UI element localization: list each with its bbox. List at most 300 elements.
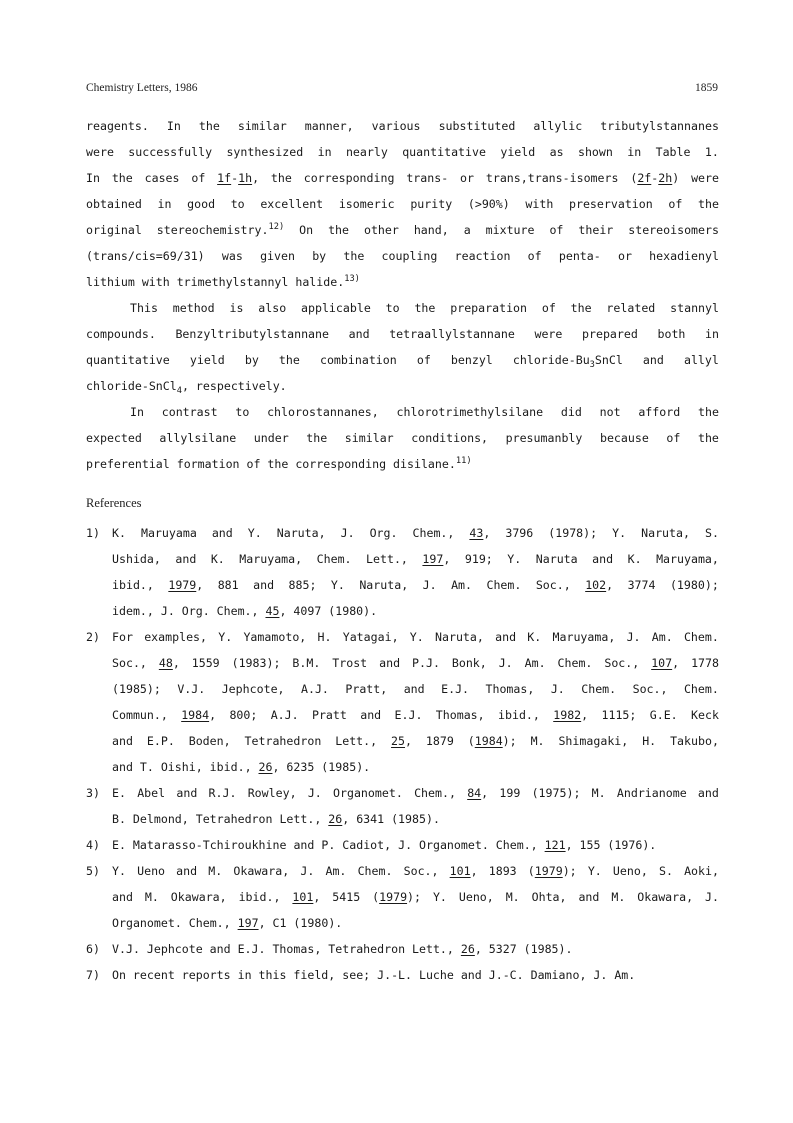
reference-item xyxy=(86,936,719,962)
word: M. xyxy=(144,890,159,904)
word: (1984); xyxy=(467,734,517,748)
word: Damiano, xyxy=(530,968,587,982)
word: P.J. xyxy=(412,656,440,670)
word: trimethylstannyl xyxy=(176,275,289,289)
word: Shimagaki, xyxy=(558,734,629,748)
word: Soc., xyxy=(604,656,640,670)
word: K. xyxy=(627,552,642,566)
word: under xyxy=(253,431,289,445)
word: yield xyxy=(189,353,225,367)
word: Okawara, xyxy=(233,864,290,878)
reference-item xyxy=(86,520,719,624)
word: prepared xyxy=(582,327,638,341)
word: (1978); xyxy=(548,526,598,540)
word: Cadiot, xyxy=(342,838,392,852)
journal-name: Chemistry Letters, 1986 xyxy=(86,82,198,94)
word: S. xyxy=(658,864,673,878)
word: synthesized xyxy=(226,145,304,159)
word: and xyxy=(360,708,382,722)
word: related xyxy=(606,301,656,315)
word: lithium xyxy=(86,275,135,289)
word: method xyxy=(172,301,215,315)
word: and xyxy=(293,838,315,852)
word: J. xyxy=(498,656,513,670)
word: benzyl xyxy=(450,353,493,367)
word: Luche xyxy=(418,968,454,982)
word: preferential xyxy=(86,457,170,471)
word: Maruyama, xyxy=(656,552,719,566)
word: Y. xyxy=(409,630,424,644)
word: Organomet. xyxy=(419,838,489,852)
word: Chem., xyxy=(495,838,538,852)
word: B. xyxy=(112,812,126,826)
word: J. xyxy=(307,786,322,800)
word: combination xyxy=(319,353,397,367)
word: Y. xyxy=(330,578,345,592)
word: because xyxy=(599,431,649,445)
word: Thomas, xyxy=(485,682,535,696)
word: Chem., xyxy=(414,786,456,800)
word: ibid., xyxy=(498,708,540,722)
word: Matarasso-Tchiroukhine xyxy=(132,838,287,852)
word: Benzyltributylstannane xyxy=(175,327,329,341)
reference-line xyxy=(86,832,719,858)
word: and xyxy=(176,786,198,800)
page-number: 1859 xyxy=(695,82,718,94)
word: 199 xyxy=(499,786,521,800)
word: Maruyama xyxy=(140,526,197,540)
word: the xyxy=(570,301,592,315)
word: the xyxy=(111,171,133,185)
word: Lett., xyxy=(366,552,408,566)
word: their xyxy=(578,223,614,237)
word: applicable xyxy=(301,301,371,315)
word: were xyxy=(691,171,719,185)
word: Ohta, xyxy=(531,890,567,904)
word: J. xyxy=(398,838,413,852)
word: and xyxy=(211,526,233,540)
references-heading: References xyxy=(86,496,142,510)
word: various xyxy=(371,119,421,133)
word: 5327 xyxy=(488,942,517,956)
word: in xyxy=(317,145,332,159)
word: in xyxy=(237,968,252,982)
word: Chem. xyxy=(486,578,522,592)
word: preparation xyxy=(450,301,528,315)
word: Pratt xyxy=(311,708,347,722)
reference-item xyxy=(86,832,719,858)
word: S. xyxy=(704,526,719,540)
word: the xyxy=(697,431,719,445)
word: Yamamoto, xyxy=(243,630,307,644)
word: 26, xyxy=(460,942,482,956)
word: 197, xyxy=(422,552,451,566)
reference-item xyxy=(86,780,719,832)
word: Org. xyxy=(181,604,210,618)
text-line xyxy=(86,139,719,165)
word: Trost xyxy=(332,656,368,670)
word: 885; xyxy=(288,578,317,592)
word: 1. xyxy=(704,145,719,159)
word: were xyxy=(86,145,114,159)
word: (1980). xyxy=(293,916,343,930)
word: (2f-2h) xyxy=(630,171,680,185)
word: 48, xyxy=(158,656,180,670)
word: expected xyxy=(86,431,142,445)
word: stereoisomers xyxy=(628,223,719,237)
word: E. xyxy=(112,786,126,800)
word: to xyxy=(235,405,250,419)
word: obtained xyxy=(86,197,142,211)
word: G.E. xyxy=(649,708,678,722)
word: Org. xyxy=(369,526,398,540)
word: M. xyxy=(530,734,545,748)
word: stannyl xyxy=(670,301,719,315)
word: halide.$^{13)}$ xyxy=(295,274,360,289)
word: Ueno, xyxy=(612,864,648,878)
word: chloride-$Bu_3SnCl$ xyxy=(512,353,623,371)
text-line xyxy=(86,191,719,217)
word: Oishi, xyxy=(160,760,203,774)
word: 43, xyxy=(469,526,491,540)
text-line xyxy=(86,295,719,321)
word: was xyxy=(221,249,243,263)
word: see; xyxy=(342,968,371,982)
word: Aoki, xyxy=(684,864,719,878)
word: formation xyxy=(176,457,240,471)
reference-number: 5) xyxy=(86,864,100,878)
word: (1985). xyxy=(523,942,573,956)
word: 881 xyxy=(217,578,239,592)
reference-line xyxy=(86,676,719,702)
word: mixture xyxy=(485,223,535,237)
word: or xyxy=(460,171,475,185)
reference-line xyxy=(86,884,719,910)
word: of xyxy=(416,353,431,367)
word: Y. xyxy=(432,890,447,904)
word: and xyxy=(592,552,614,566)
word: (1975); xyxy=(531,786,581,800)
word: isomeric xyxy=(338,197,395,211)
reference-item xyxy=(86,962,719,988)
word: 6235 xyxy=(286,760,315,774)
word: Chem., xyxy=(412,526,455,540)
word: Naruta, xyxy=(276,526,326,540)
word: yield xyxy=(500,145,536,159)
word: Y. xyxy=(112,864,126,878)
word: 1979, xyxy=(168,578,204,592)
word: in xyxy=(157,197,172,211)
word: Am. xyxy=(651,630,673,644)
word: Lett., xyxy=(335,734,378,748)
word: V.J. xyxy=(112,942,140,956)
reference-line xyxy=(86,728,719,754)
word: manner, xyxy=(304,119,354,133)
word: On xyxy=(112,968,126,982)
word: Chem. xyxy=(683,630,719,644)
word: given xyxy=(260,249,295,263)
word: reaction xyxy=(454,249,511,263)
word: 102, xyxy=(585,578,614,592)
reference-line xyxy=(86,780,719,806)
word: similar xyxy=(344,431,394,445)
word: 1778 xyxy=(691,656,719,670)
word: 26, xyxy=(258,760,280,774)
word: and xyxy=(348,327,370,341)
word: E.P. xyxy=(146,734,175,748)
word: and xyxy=(697,786,719,800)
word: K. xyxy=(527,630,542,644)
word: the xyxy=(306,431,328,445)
reference-line xyxy=(86,910,719,936)
word: Chem. xyxy=(683,682,719,696)
word: quantitative xyxy=(402,145,486,159)
word: Organomet. xyxy=(333,786,403,800)
word: corresponding xyxy=(303,171,395,185)
word: and xyxy=(112,734,133,748)
reference-line xyxy=(86,520,719,546)
word: of xyxy=(527,249,542,263)
word: Takubo, xyxy=(670,734,719,748)
text-line xyxy=(86,269,719,295)
text-line xyxy=(86,425,719,451)
word: Yatagai, xyxy=(342,630,399,644)
word: Rowley, xyxy=(247,786,297,800)
word: chloride-SnCl$_4$, xyxy=(86,379,189,397)
word: Naruta, xyxy=(435,630,484,644)
word: other xyxy=(363,223,399,237)
word: 1893 xyxy=(488,864,517,878)
reference-line xyxy=(86,702,719,728)
word: the xyxy=(198,119,220,133)
word: Ushida, xyxy=(112,552,161,566)
reference-number: 7) xyxy=(86,968,100,982)
word: both xyxy=(657,327,686,341)
word: Chem. xyxy=(557,656,593,670)
word: E.J. xyxy=(237,942,266,956)
reference-line xyxy=(86,962,719,988)
word: Y. xyxy=(507,552,522,566)
word: 3796 xyxy=(505,526,534,540)
reference-number: 2) xyxy=(86,630,100,644)
word: Naruta, xyxy=(359,578,409,592)
reference-line xyxy=(86,572,719,598)
word: M. xyxy=(591,786,606,800)
word: Chem. xyxy=(581,682,617,696)
word: Tetrahedron xyxy=(328,942,406,956)
word: J.-L. xyxy=(377,968,413,982)
word: Chem., xyxy=(188,916,231,930)
word: contrast xyxy=(161,405,218,419)
word: 121, xyxy=(544,838,573,852)
word: the xyxy=(267,457,289,471)
word: Lett., xyxy=(279,812,322,826)
word: and xyxy=(175,552,197,566)
word: and xyxy=(253,578,275,592)
word: in xyxy=(627,145,642,159)
word: field, xyxy=(293,968,336,982)
word: allyl xyxy=(683,353,719,367)
word: Commun., xyxy=(112,708,168,722)
word: Maruyama, xyxy=(552,630,616,644)
word: (1979); xyxy=(372,890,422,904)
word: to xyxy=(230,197,245,211)
word: J. xyxy=(626,630,641,644)
word: J.-C. xyxy=(488,968,524,982)
word: disilane.$^{11)}$ xyxy=(393,456,472,471)
text-line xyxy=(86,165,719,191)
word: and xyxy=(209,942,231,956)
word: Organomet. xyxy=(112,916,182,930)
word: similar xyxy=(237,119,287,133)
word: Ueno xyxy=(137,864,166,878)
word: or xyxy=(617,249,632,263)
word: stereochemistry.$^{12)}$ xyxy=(156,222,285,237)
text-line xyxy=(86,399,719,425)
word: Chem. xyxy=(357,864,393,878)
word: quantitative xyxy=(86,353,170,367)
word: 107, xyxy=(651,656,680,670)
word: as xyxy=(549,145,564,159)
word: allylic xyxy=(533,119,583,133)
word: 6341 xyxy=(356,812,385,826)
word: examples, xyxy=(144,630,208,644)
word: not xyxy=(599,405,621,419)
word: E.J. xyxy=(394,708,423,722)
word: For xyxy=(112,630,133,644)
word: 1f-1h, xyxy=(217,171,260,185)
word: reagents. xyxy=(86,119,149,133)
word: substituted xyxy=(438,119,516,133)
word: and xyxy=(578,890,600,904)
reference-number: 3) xyxy=(86,786,100,800)
word: A.J. xyxy=(300,682,329,696)
word: 1115; xyxy=(601,708,637,722)
word: Soc., xyxy=(535,578,571,592)
word: E.J. xyxy=(441,682,470,696)
word: H. xyxy=(642,734,657,748)
word: of xyxy=(549,223,564,237)
word: M. xyxy=(611,890,626,904)
word: 25, xyxy=(391,734,412,748)
word: 1559 xyxy=(191,656,220,670)
word: Lett., xyxy=(412,942,454,956)
word: conditions, xyxy=(411,431,489,445)
reference-item xyxy=(86,624,719,780)
word: original xyxy=(86,223,142,237)
word: (1985). xyxy=(391,812,440,826)
word: also xyxy=(258,301,287,315)
word: and xyxy=(495,630,517,644)
reference-line xyxy=(86,754,719,780)
word: Delmond, xyxy=(132,812,189,826)
word: Soc., xyxy=(403,864,439,878)
paragraph xyxy=(86,399,719,477)
word: chlorotrimethylsilane xyxy=(396,405,544,419)
word: and xyxy=(460,968,482,982)
word: tributylstannanes xyxy=(600,119,719,133)
paragraph xyxy=(86,113,719,295)
word: tetraallylstannane xyxy=(389,327,515,341)
word: V.J. xyxy=(177,682,206,696)
text-line xyxy=(86,217,719,243)
word: of xyxy=(666,431,681,445)
word: Am. xyxy=(614,968,636,982)
word: Keck xyxy=(691,708,719,722)
word: K. xyxy=(210,552,225,566)
word: M. xyxy=(505,890,520,904)
word: respectively. xyxy=(195,379,287,393)
word: Tetrahedron xyxy=(244,734,322,748)
reference-line xyxy=(86,546,719,572)
word: Am. xyxy=(451,578,473,592)
reference-item xyxy=(86,858,719,936)
word: Y. xyxy=(587,864,602,878)
word: J. xyxy=(422,578,437,592)
word: Am. xyxy=(325,864,347,878)
word: Chem., xyxy=(216,604,259,618)
text-line xyxy=(86,321,719,347)
word: shown xyxy=(577,145,613,159)
word: Boden, xyxy=(188,734,231,748)
word: Chem. xyxy=(316,552,352,566)
word: and xyxy=(379,656,401,670)
reference-line xyxy=(86,858,719,884)
word: trans,trans-isomers xyxy=(485,171,619,185)
reference-number: 1) xyxy=(86,526,100,540)
word: chlorostannanes, xyxy=(267,405,379,419)
word: the xyxy=(278,353,300,367)
word: with xyxy=(525,197,554,211)
word: idem., xyxy=(112,604,154,618)
word: 84, xyxy=(467,786,489,800)
word: J. xyxy=(593,968,608,982)
word: penta- xyxy=(558,249,601,263)
word: 45, xyxy=(265,604,287,618)
reference-line xyxy=(86,624,719,650)
word: B.M. xyxy=(292,656,321,670)
word: Maruyama, xyxy=(239,552,303,566)
word: Okawara, xyxy=(637,890,694,904)
word: ibid., xyxy=(238,890,281,904)
word: (>90%) xyxy=(467,197,510,211)
reference-number: 4) xyxy=(86,838,100,852)
word: by xyxy=(312,249,327,263)
word: Naruta xyxy=(535,552,578,566)
word: On xyxy=(299,223,314,237)
word: In xyxy=(86,171,100,185)
word: hexadienyl xyxy=(649,249,719,263)
running-header xyxy=(86,82,718,98)
word: hand, xyxy=(413,223,449,237)
word: Y. xyxy=(218,630,233,644)
reference-line xyxy=(86,936,719,962)
reference-line xyxy=(86,650,719,676)
word: the xyxy=(414,301,436,315)
word: (1980). xyxy=(328,604,378,618)
word: Soc., xyxy=(112,656,147,670)
word: corresponding xyxy=(295,457,387,471)
word: Ueno, xyxy=(458,890,494,904)
word: 1982, xyxy=(553,708,589,722)
word: Am. xyxy=(524,656,546,670)
text-line xyxy=(86,243,719,269)
word: (1983); xyxy=(231,656,281,670)
word: (1985); xyxy=(112,682,161,696)
word: Y. xyxy=(612,526,627,540)
word: K. xyxy=(112,526,126,540)
text-line xyxy=(86,113,719,139)
